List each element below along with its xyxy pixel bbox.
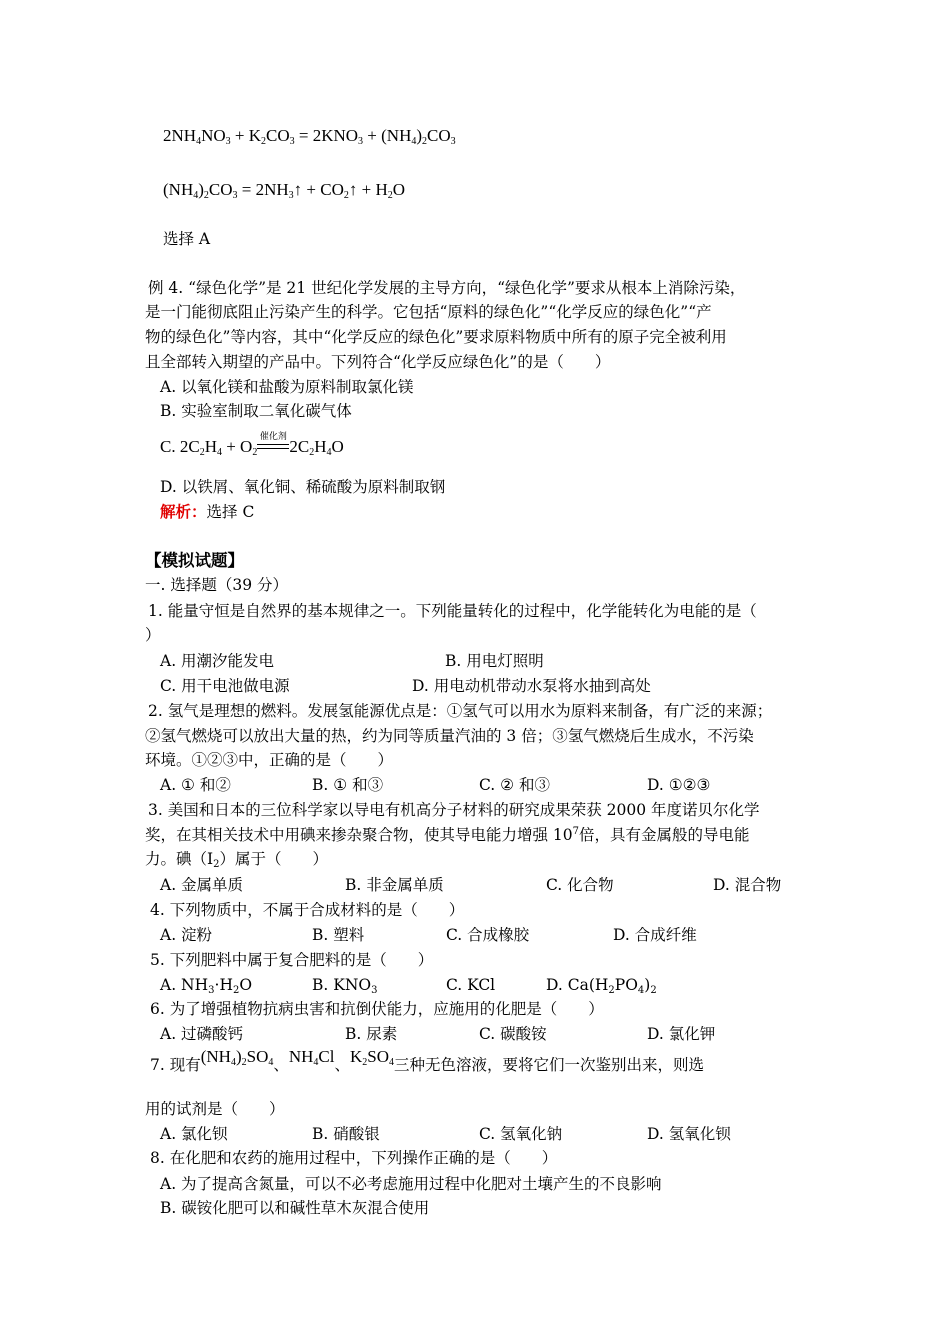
part-title: 一. 选择题（39 分） <box>145 576 289 594</box>
analysis <box>160 502 254 522</box>
q3-stem: 奖，在其相关技术中用碘来掺杂聚合物，使其导电能力增强 $10^7$倍，具有金属般的导电能 <box>145 826 750 844</box>
q2-option-a: A. ① 和② <box>160 776 231 794</box>
q2-stem: 环境。①②③中，正确的是（ ） <box>145 751 394 769</box>
q4-option-a: A. 淀粉 <box>160 926 213 944</box>
q6-option-c: C. 碳酸铵 <box>479 1025 547 1043</box>
example-stem-line: 物的绿色化”等内容，其中“化学反应的绿色化”要求原料物质中所有的原子完全被利用 <box>145 328 727 346</box>
q6-option-a: A. 过磷酸钙 <box>160 1025 244 1043</box>
analysis-label: 解析： <box>160 502 207 521</box>
q2-option-d: D. ①②③ <box>647 776 711 794</box>
q5-stem: 5. 下列肥料中属于复合肥料的是（ ） <box>150 951 434 969</box>
q7-stem: 7. 现有$(NH_4)_2SO_4$、$NH_4Cl$、$K_2SO_4$三种无色溶液，要将它们一次鉴别出来，则选 <box>150 1047 705 1074</box>
q2-option-c: C. ② 和③ <box>479 776 550 794</box>
q4-option-d: D. 合成纤维 <box>613 926 697 944</box>
q7-option-c: C. 氢氧化钠 <box>479 1125 563 1143</box>
example-stem-line: 且全部转入期望的产品中。下列符合“化学反应绿色化”的是（ ） <box>145 353 611 371</box>
q3-option-a: A. 金属单质 <box>160 876 244 894</box>
catalyst-label: 催化剂 <box>259 431 287 441</box>
example-stem-line: 例 4. “绿色化学”是 21 世纪化学发展的主导方向，“绿色化学”要求从根本上消除污染， <box>148 279 746 297</box>
reaction-equation-2: $(NH_4)_2CO_3$ = $2NH_3↑$ + $CO_2↑ + H_2O$ <box>163 180 406 201</box>
example-option-c: C. $2C_2H_4 + O_2$ 催化剂 $2C_2H_4O$ <box>160 437 344 457</box>
q4-option-b: B. 塑料 <box>312 926 365 944</box>
q3-stem: 力。碘$(I_2)$属于（ ） <box>145 850 329 870</box>
answer-text: 选择 A <box>163 230 211 248</box>
example-option-a: A. 以氧化镁和盐酸为原料制取氯化镁 <box>160 378 414 396</box>
q1-option-c: C. 用干电池做电源 <box>160 677 290 695</box>
q1-stem: ） <box>145 626 161 644</box>
reaction-equation-1: $2NH_4NO_3 + K_2CO_3 = 2KNO_3 + (NH_4)_2CO_3$ <box>163 126 456 147</box>
q3-option-b: B. 非金属单质 <box>345 876 444 894</box>
q8-stem: 8. 在化肥和农药的施用过程中，下列操作正确的是（ ） <box>150 1149 558 1167</box>
q2-option-b: B. ① 和③ <box>312 776 384 794</box>
q1-option-b: B. 用电灯照明 <box>445 652 544 670</box>
example-option-b: B. 实验室制取二氧化碳气体 <box>160 402 352 420</box>
q2-stem: ②氢气燃烧可以放出大量的热，约为同等质量汽油的 3 倍；③氢气燃烧后生成水，不污染 <box>145 727 754 745</box>
q1-option-d: D. 用电动机带动水泵将水抽到高处 <box>412 677 651 695</box>
q3-stem: 3. 美国和日本的三位科学家以导电有机高分子材料的研究成果荣获 2000 年度诺贝尔化学 <box>148 801 760 819</box>
q1-stem: 1. 能量守恒是自然界的基本规律之一。下列能量转化的过程中，化学能转化为电能的是（ <box>148 602 757 620</box>
q5-option-c: C. KCl <box>446 976 496 994</box>
q5-option-b: B. $KNO_3$ <box>312 976 378 996</box>
analysis-text: 选择 C <box>206 503 255 521</box>
q2-stem: 2. 氢气是理想的燃料。发展氢能源优点是：①氢气可以用水为原料来制备，有广泛的来源； <box>148 702 773 720</box>
section-title: 【模拟试题】 <box>145 551 244 570</box>
example-stem-line: 是一门能彻底阻止污染产生的科学。它包括“原料的绿色化”“化学反应的绿色化”“产 <box>145 303 712 321</box>
q7-stem: 用的试剂是（ ） <box>145 1100 285 1118</box>
q4-option-c: C. 合成橡胶 <box>446 926 530 944</box>
q6-option-d: D. 氯化钾 <box>647 1025 716 1043</box>
q7-option-a: A. 氯化钡 <box>160 1125 228 1143</box>
q6-stem: 6. 为了增强植物抗病虫害和抗倒伏能力，应施用的化肥是（ ） <box>150 1000 604 1018</box>
catalyst-arrow <box>257 431 289 457</box>
q3-option-d: D. 混合物 <box>713 876 782 894</box>
q5-option-a: A. $NH_3\cdot H_2O$ <box>160 976 253 996</box>
q1-option-a: A. 用潮汐能发电 <box>160 652 275 670</box>
q4-stem: 4. 下列物质中，不属于合成材料的是（ ） <box>150 901 465 919</box>
q3-option-c: C. 化合物 <box>546 876 614 894</box>
q8-option-a: A. 为了提高含氮量，可以不必考虑施用过程中化肥对土壤产生的不良影响 <box>160 1175 662 1193</box>
example-option-d: D. 以铁屑、氧化铜、稀硫酸为原料制取钢 <box>160 478 446 496</box>
q7-option-b: B. 硝酸银 <box>312 1125 380 1143</box>
q7-option-d: D. 氢氧化钡 <box>647 1125 731 1143</box>
q6-option-b: B. 尿素 <box>345 1025 398 1043</box>
q5-option-d: D. $Ca(H_2PO_4)_2$ <box>546 976 657 996</box>
q8-option-b: B. 碳铵化肥可以和碱性草木灰混合使用 <box>160 1199 430 1217</box>
